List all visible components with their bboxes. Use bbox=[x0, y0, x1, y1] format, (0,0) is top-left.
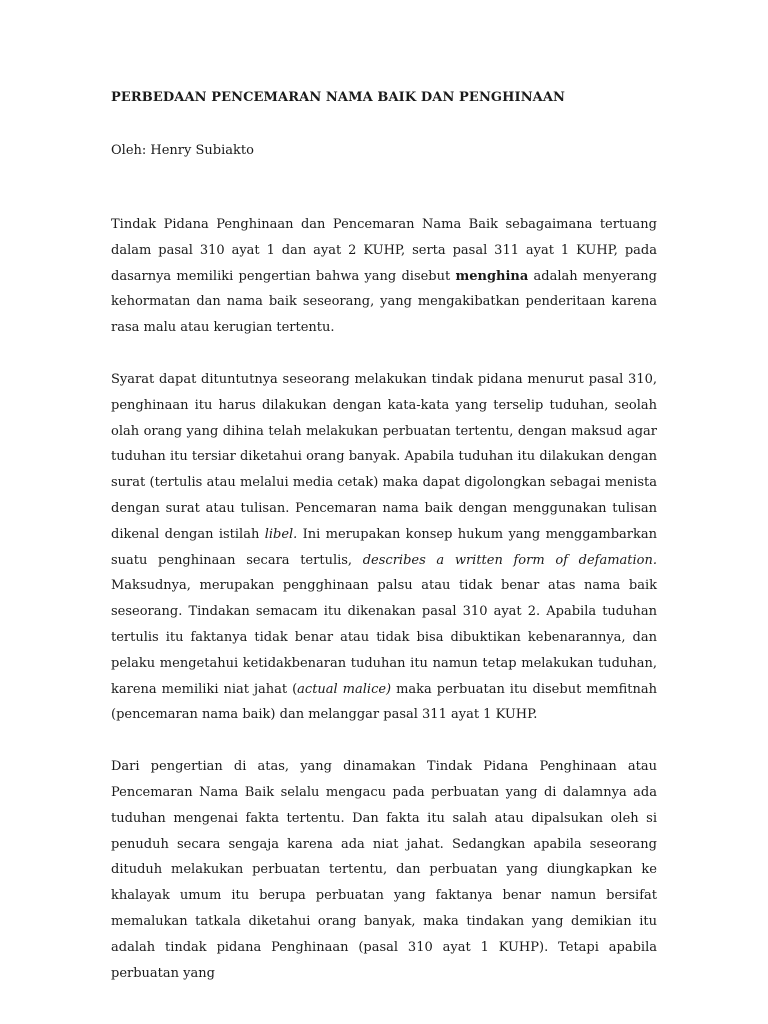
paragraph-2-italic-libel: libel. bbox=[264, 526, 298, 542]
paragraph-1 bbox=[111, 212, 657, 341]
paragraph-2-italic-malice: actual malice) bbox=[297, 681, 392, 697]
paragraph-1-text-c: adalah menyerang kehormatan dan nama baik seseorang, yang mengakibatkan penderitaan karena rasa malu atau kerugian tertentu. bbox=[111, 268, 657, 336]
paragraph-2-text-g: maka perbuatan itu disebut memfitnah (pencemaran nama baik) dan melanggar pasal 311 ayat 1 KUHP. bbox=[111, 681, 658, 723]
paragraph-1-text-a: Tindak Pidana Penghinaan dan Pencemaran Nama Baik sebagaimana tertuang dalam pasal 310 ayat 1 dan ayat 2 KUHP, serta pasal 311 ayat 1 KUHP, pada dasarnya memiliki pengertian bahwa yang disebut bbox=[111, 217, 657, 284]
paragraph-2-text-e: Maksudnya, merupakan pengghinaan palsu atau tidak benar atas nama baik seseorang. Tindakan semacam itu dikenakan pasal 310 ayat 2. Apabila tuduhan tertulis itu faktanya tidak benar atau tidak bisa dibuktikan kebenarannya, dan pelaku mengetahui ketidakbenaran tuduhan itu namun tetap melakukan tuduhan, karena memiliki niat jahat ( bbox=[111, 578, 657, 697]
paragraph-1-bold-term: menghina bbox=[455, 268, 529, 284]
document-title: PERBEDAAN PENCEMARAN NAMA BAIK DAN PENGHINAAN bbox=[111, 90, 566, 105]
document-author: Oleh: Henry Subiakto bbox=[111, 143, 254, 158]
paragraph-2 bbox=[111, 367, 657, 728]
paragraph-2-text-c: Ini merupakan konsep hukum yang menggambarkan suatu penghinaan secara tertulis, bbox=[111, 526, 657, 568]
document-body bbox=[111, 212, 657, 986]
paragraph-2-text-a: Syarat dapat dituntutnya seseorang melakukan tindak pidana menurut pasal 310, penghinaan itu harus dilakukan dengan kata-kata yang terselip tuduhan, seolah olah orang yang dihina telah melakukan perbuatan tertentu, dengan maksud agar tuduhan itu tersiar diketahui orang banyak. Apabila tuduhan itu dilakukan dengan surat (tertulis atau melalui media cetak) maka dapat digolongkan sebagai menista dengan surat atau tulisan. Pencemaran nama baik dengan menggunakan tulisan dikenal dengan istilah bbox=[111, 371, 657, 542]
paragraph-2-italic-defamation: describes a written form of defamation. bbox=[362, 552, 658, 568]
paragraph-3: Dari pengertian di atas, yang dinamakan Tindak Pidana Penghinaan atau Pencemaran Nama Baik selalu mengacu pada perbuatan yang di dalamnya ada tuduhan mengenai fakta tertentu. Dan fakta itu salah atau dipalsukan oleh si penuduh secara sengaja karena ada niat jahat. Sedangkan apabila seseorang dituduh melakukan perbuatan tertentu, dan perbuatan yang diungkapkan ke khalayak umum itu berupa perbuatan yang faktanya benar namun bersifat memalukan tatkala diketahui orang banyak, maka tindakan yang demikian itu adalah tindak pidana Penghinaan (pasal 310 ayat 1 KUHP). Tetapi apabila perbuatan yang bbox=[111, 759, 657, 981]
